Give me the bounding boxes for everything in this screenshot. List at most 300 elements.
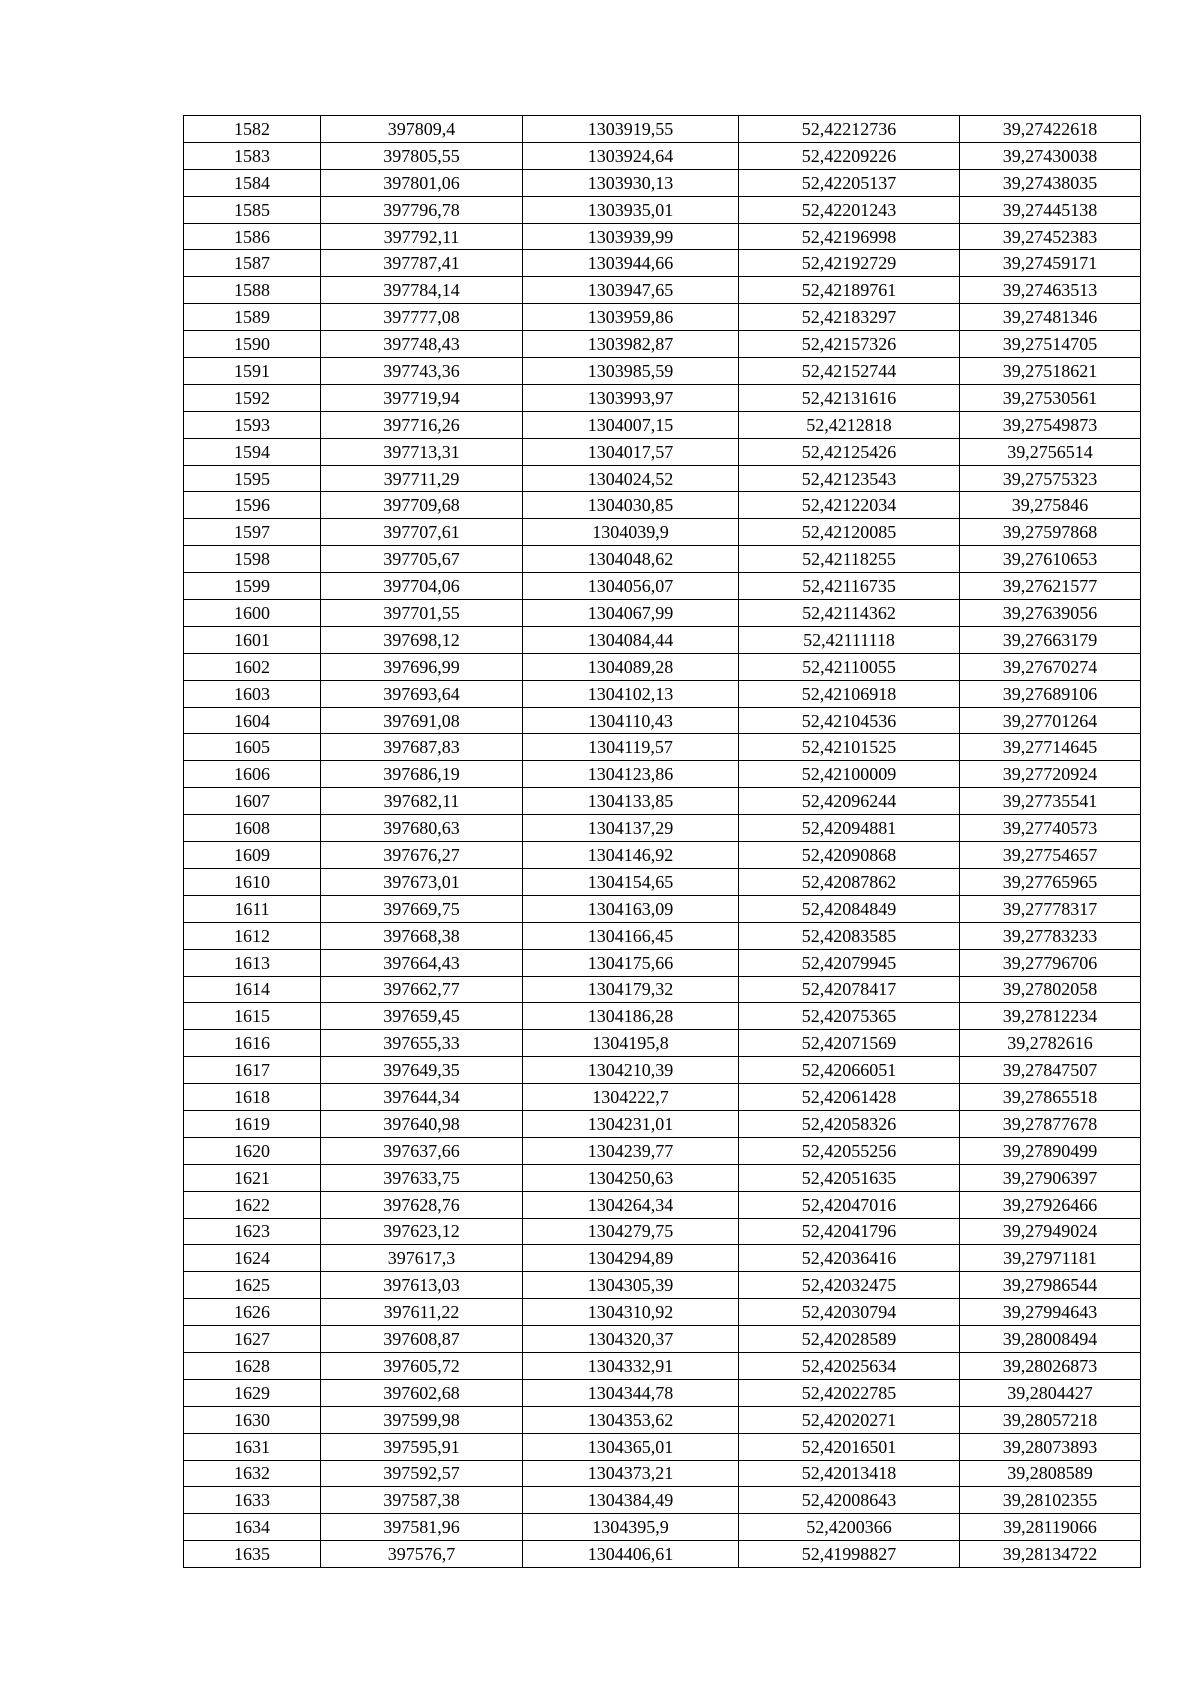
longitude-cell: 39,27812234 <box>960 1003 1141 1030</box>
y-coordinate-cell: 1304186,28 <box>523 1003 739 1030</box>
table-row <box>184 949 1141 976</box>
longitude-cell: 39,27621577 <box>960 573 1141 600</box>
table-row <box>184 546 1141 573</box>
table-row <box>184 1218 1141 1245</box>
table-row <box>184 1326 1141 1353</box>
x-coordinate-cell: 397719,94 <box>321 384 523 411</box>
point-number-cell: 1613 <box>184 949 321 976</box>
y-coordinate-cell: 1303930,13 <box>523 169 739 196</box>
latitude-cell: 52,42066051 <box>739 1057 960 1084</box>
longitude-cell: 39,27518621 <box>960 358 1141 385</box>
latitude-cell: 52,42110055 <box>739 653 960 680</box>
x-coordinate-cell: 397787,41 <box>321 250 523 277</box>
x-coordinate-cell: 397576,7 <box>321 1541 523 1568</box>
point-number-cell: 1583 <box>184 142 321 169</box>
x-coordinate-cell: 397655,33 <box>321 1030 523 1057</box>
y-coordinate-cell: 1303939,99 <box>523 223 739 250</box>
longitude-cell: 39,27994643 <box>960 1299 1141 1326</box>
longitude-cell: 39,28026873 <box>960 1352 1141 1379</box>
point-number-cell: 1627 <box>184 1326 321 1353</box>
x-coordinate-cell: 397698,12 <box>321 626 523 653</box>
y-coordinate-cell: 1304179,32 <box>523 976 739 1003</box>
y-coordinate-cell: 1304067,99 <box>523 600 739 627</box>
longitude-cell: 39,2782616 <box>960 1030 1141 1057</box>
x-coordinate-cell: 397682,11 <box>321 788 523 815</box>
table-row <box>184 600 1141 627</box>
x-coordinate-cell: 397662,77 <box>321 976 523 1003</box>
x-coordinate-cell: 397668,38 <box>321 922 523 949</box>
x-coordinate-cell: 397713,31 <box>321 438 523 465</box>
y-coordinate-cell: 1304365,01 <box>523 1433 739 1460</box>
x-coordinate-cell: 397649,35 <box>321 1057 523 1084</box>
table-row <box>184 358 1141 385</box>
longitude-cell: 39,27639056 <box>960 600 1141 627</box>
longitude-cell: 39,28134722 <box>960 1541 1141 1568</box>
latitude-cell: 52,41998827 <box>739 1541 960 1568</box>
y-coordinate-cell: 1304320,37 <box>523 1326 739 1353</box>
coordinates-table <box>183 115 1141 1568</box>
table-row <box>184 653 1141 680</box>
y-coordinate-cell: 1304056,07 <box>523 573 739 600</box>
y-coordinate-cell: 1303935,01 <box>523 196 739 223</box>
table-row <box>184 1110 1141 1137</box>
y-coordinate-cell: 1304024,52 <box>523 465 739 492</box>
y-coordinate-cell: 1304279,75 <box>523 1218 739 1245</box>
x-coordinate-cell: 397693,64 <box>321 680 523 707</box>
x-coordinate-cell: 397704,06 <box>321 573 523 600</box>
latitude-cell: 52,42096244 <box>739 788 960 815</box>
y-coordinate-cell: 1304239,77 <box>523 1137 739 1164</box>
latitude-cell: 52,42084849 <box>739 895 960 922</box>
table-row <box>184 169 1141 196</box>
x-coordinate-cell: 397691,08 <box>321 707 523 734</box>
x-coordinate-cell: 397602,68 <box>321 1379 523 1406</box>
longitude-cell: 39,27514705 <box>960 331 1141 358</box>
latitude-cell: 52,42020271 <box>739 1406 960 1433</box>
x-coordinate-cell: 397617,3 <box>321 1245 523 1272</box>
table-row <box>184 895 1141 922</box>
latitude-cell: 52,42008643 <box>739 1487 960 1514</box>
table-row <box>184 707 1141 734</box>
latitude-cell: 52,42090868 <box>739 842 960 869</box>
point-number-cell: 1595 <box>184 465 321 492</box>
latitude-cell: 52,42212736 <box>739 116 960 143</box>
point-number-cell: 1593 <box>184 411 321 438</box>
table-row <box>184 1541 1141 1568</box>
point-number-cell: 1610 <box>184 868 321 895</box>
y-coordinate-cell: 1304353,62 <box>523 1406 739 1433</box>
latitude-cell: 52,42104536 <box>739 707 960 734</box>
y-coordinate-cell: 1303985,59 <box>523 358 739 385</box>
longitude-cell: 39,27949024 <box>960 1218 1141 1245</box>
y-coordinate-cell: 1304154,65 <box>523 868 739 895</box>
point-number-cell: 1582 <box>184 116 321 143</box>
x-coordinate-cell: 397587,38 <box>321 1487 523 1514</box>
point-number-cell: 1602 <box>184 653 321 680</box>
table-row <box>184 492 1141 519</box>
table-row <box>184 223 1141 250</box>
point-number-cell: 1631 <box>184 1433 321 1460</box>
y-coordinate-cell: 1303982,87 <box>523 331 739 358</box>
latitude-cell: 52,42047016 <box>739 1191 960 1218</box>
longitude-cell: 39,275846 <box>960 492 1141 519</box>
latitude-cell: 52,4200366 <box>739 1514 960 1541</box>
y-coordinate-cell: 1304406,61 <box>523 1541 739 1568</box>
y-coordinate-cell: 1304089,28 <box>523 653 739 680</box>
point-number-cell: 1587 <box>184 250 321 277</box>
latitude-cell: 52,42016501 <box>739 1433 960 1460</box>
y-coordinate-cell: 1304017,57 <box>523 438 739 465</box>
x-coordinate-cell: 397644,34 <box>321 1084 523 1111</box>
latitude-cell: 52,42013418 <box>739 1460 960 1487</box>
longitude-cell: 39,27754657 <box>960 842 1141 869</box>
point-number-cell: 1604 <box>184 707 321 734</box>
longitude-cell: 39,27452383 <box>960 223 1141 250</box>
point-number-cell: 1616 <box>184 1030 321 1057</box>
x-coordinate-cell: 397687,83 <box>321 734 523 761</box>
latitude-cell: 52,42111118 <box>739 626 960 653</box>
longitude-cell: 39,28057218 <box>960 1406 1141 1433</box>
longitude-cell: 39,27438035 <box>960 169 1141 196</box>
y-coordinate-cell: 1304146,92 <box>523 842 739 869</box>
longitude-cell: 39,27481346 <box>960 304 1141 331</box>
longitude-cell: 39,28073893 <box>960 1433 1141 1460</box>
x-coordinate-cell: 397748,43 <box>321 331 523 358</box>
y-coordinate-cell: 1304264,34 <box>523 1191 739 1218</box>
y-coordinate-cell: 1303959,86 <box>523 304 739 331</box>
point-number-cell: 1622 <box>184 1191 321 1218</box>
latitude-cell: 52,42120085 <box>739 519 960 546</box>
longitude-cell: 39,2804427 <box>960 1379 1141 1406</box>
longitude-cell: 39,27926466 <box>960 1191 1141 1218</box>
x-coordinate-cell: 397664,43 <box>321 949 523 976</box>
latitude-cell: 52,42205137 <box>739 169 960 196</box>
x-coordinate-cell: 397613,03 <box>321 1272 523 1299</box>
table-row <box>184 1164 1141 1191</box>
x-coordinate-cell: 397673,01 <box>321 868 523 895</box>
longitude-cell: 39,2756514 <box>960 438 1141 465</box>
y-coordinate-cell: 1304166,45 <box>523 922 739 949</box>
latitude-cell: 52,42116735 <box>739 573 960 600</box>
longitude-cell: 39,27971181 <box>960 1245 1141 1272</box>
y-coordinate-cell: 1304222,7 <box>523 1084 739 1111</box>
y-coordinate-cell: 1304195,8 <box>523 1030 739 1057</box>
latitude-cell: 52,42041796 <box>739 1218 960 1245</box>
x-coordinate-cell: 397801,06 <box>321 169 523 196</box>
table-row <box>184 734 1141 761</box>
x-coordinate-cell: 397605,72 <box>321 1352 523 1379</box>
table-row <box>184 1003 1141 1030</box>
x-coordinate-cell: 397595,91 <box>321 1433 523 1460</box>
point-number-cell: 1586 <box>184 223 321 250</box>
x-coordinate-cell: 397669,75 <box>321 895 523 922</box>
table-row <box>184 1352 1141 1379</box>
longitude-cell: 39,27549873 <box>960 411 1141 438</box>
point-number-cell: 1633 <box>184 1487 321 1514</box>
latitude-cell: 52,42083585 <box>739 922 960 949</box>
point-number-cell: 1626 <box>184 1299 321 1326</box>
table-row <box>184 196 1141 223</box>
y-coordinate-cell: 1304175,66 <box>523 949 739 976</box>
y-coordinate-cell: 1304163,09 <box>523 895 739 922</box>
latitude-cell: 52,42183297 <box>739 304 960 331</box>
x-coordinate-cell: 397709,68 <box>321 492 523 519</box>
x-coordinate-cell: 397701,55 <box>321 600 523 627</box>
table-row <box>184 250 1141 277</box>
latitude-cell: 52,42058326 <box>739 1110 960 1137</box>
point-number-cell: 1596 <box>184 492 321 519</box>
x-coordinate-cell: 397581,96 <box>321 1514 523 1541</box>
table-row <box>184 1057 1141 1084</box>
y-coordinate-cell: 1304310,92 <box>523 1299 739 1326</box>
point-number-cell: 1592 <box>184 384 321 411</box>
table-row <box>184 1245 1141 1272</box>
y-coordinate-cell: 1304048,62 <box>523 546 739 573</box>
point-number-cell: 1585 <box>184 196 321 223</box>
x-coordinate-cell: 397628,76 <box>321 1191 523 1218</box>
point-number-cell: 1632 <box>184 1460 321 1487</box>
x-coordinate-cell: 397592,57 <box>321 1460 523 1487</box>
table-row <box>184 116 1141 143</box>
longitude-cell: 39,28102355 <box>960 1487 1141 1514</box>
table-row <box>184 1272 1141 1299</box>
y-coordinate-cell: 1303944,66 <box>523 250 739 277</box>
longitude-cell: 39,27463513 <box>960 277 1141 304</box>
longitude-cell: 39,27430038 <box>960 142 1141 169</box>
table-row <box>184 384 1141 411</box>
x-coordinate-cell: 397686,19 <box>321 761 523 788</box>
point-number-cell: 1624 <box>184 1245 321 1272</box>
latitude-cell: 52,42051635 <box>739 1164 960 1191</box>
table-row <box>184 411 1141 438</box>
longitude-cell: 39,27670274 <box>960 653 1141 680</box>
table-row <box>184 331 1141 358</box>
y-coordinate-cell: 1304102,13 <box>523 680 739 707</box>
y-coordinate-cell: 1304110,43 <box>523 707 739 734</box>
table-row <box>184 1460 1141 1487</box>
x-coordinate-cell: 397805,55 <box>321 142 523 169</box>
longitude-cell: 39,27906397 <box>960 1164 1141 1191</box>
longitude-cell: 39,2808589 <box>960 1460 1141 1487</box>
point-number-cell: 1628 <box>184 1352 321 1379</box>
point-number-cell: 1594 <box>184 438 321 465</box>
latitude-cell: 52,42114362 <box>739 600 960 627</box>
table-row <box>184 465 1141 492</box>
latitude-cell: 52,42030794 <box>739 1299 960 1326</box>
point-number-cell: 1609 <box>184 842 321 869</box>
latitude-cell: 52,42071569 <box>739 1030 960 1057</box>
point-number-cell: 1621 <box>184 1164 321 1191</box>
point-number-cell: 1634 <box>184 1514 321 1541</box>
y-coordinate-cell: 1304119,57 <box>523 734 739 761</box>
point-number-cell: 1603 <box>184 680 321 707</box>
longitude-cell: 39,27865518 <box>960 1084 1141 1111</box>
table-row <box>184 277 1141 304</box>
y-coordinate-cell: 1304332,91 <box>523 1352 739 1379</box>
latitude-cell: 52,42196998 <box>739 223 960 250</box>
point-number-cell: 1588 <box>184 277 321 304</box>
y-coordinate-cell: 1304137,29 <box>523 815 739 842</box>
table-row <box>184 788 1141 815</box>
table-row <box>184 626 1141 653</box>
longitude-cell: 39,27796706 <box>960 949 1141 976</box>
table-row <box>184 976 1141 1003</box>
latitude-cell: 52,42061428 <box>739 1084 960 1111</box>
table-row <box>184 304 1141 331</box>
table-row <box>184 1487 1141 1514</box>
y-coordinate-cell: 1304305,39 <box>523 1272 739 1299</box>
latitude-cell: 52,42209226 <box>739 142 960 169</box>
table-row <box>184 1191 1141 1218</box>
latitude-cell: 52,42022785 <box>739 1379 960 1406</box>
longitude-cell: 39,27802058 <box>960 976 1141 1003</box>
x-coordinate-cell: 397659,45 <box>321 1003 523 1030</box>
longitude-cell: 39,27847507 <box>960 1057 1141 1084</box>
longitude-cell: 39,28008494 <box>960 1326 1141 1353</box>
latitude-cell: 52,42125426 <box>739 438 960 465</box>
table-row <box>184 842 1141 869</box>
table-row <box>184 1433 1141 1460</box>
x-coordinate-cell: 397784,14 <box>321 277 523 304</box>
latitude-cell: 52,42028589 <box>739 1326 960 1353</box>
latitude-cell: 52,42101525 <box>739 734 960 761</box>
longitude-cell: 39,27597868 <box>960 519 1141 546</box>
point-number-cell: 1590 <box>184 331 321 358</box>
x-coordinate-cell: 397611,22 <box>321 1299 523 1326</box>
point-number-cell: 1600 <box>184 600 321 627</box>
latitude-cell: 52,4212818 <box>739 411 960 438</box>
x-coordinate-cell: 397743,36 <box>321 358 523 385</box>
longitude-cell: 39,27575323 <box>960 465 1141 492</box>
point-number-cell: 1599 <box>184 573 321 600</box>
longitude-cell: 39,27610653 <box>960 546 1141 573</box>
table-row <box>184 761 1141 788</box>
longitude-cell: 39,27714645 <box>960 734 1141 761</box>
y-coordinate-cell: 1304123,86 <box>523 761 739 788</box>
table-row <box>184 1137 1141 1164</box>
latitude-cell: 52,42078417 <box>739 976 960 1003</box>
y-coordinate-cell: 1304384,49 <box>523 1487 739 1514</box>
latitude-cell: 52,42094881 <box>739 815 960 842</box>
y-coordinate-cell: 1304084,44 <box>523 626 739 653</box>
longitude-cell: 39,27720924 <box>960 761 1141 788</box>
x-coordinate-cell: 397809,4 <box>321 116 523 143</box>
table-row <box>184 1379 1141 1406</box>
y-coordinate-cell: 1304231,01 <box>523 1110 739 1137</box>
y-coordinate-cell: 1303924,64 <box>523 142 739 169</box>
point-number-cell: 1617 <box>184 1057 321 1084</box>
point-number-cell: 1605 <box>184 734 321 761</box>
table-row <box>184 142 1141 169</box>
x-coordinate-cell: 397676,27 <box>321 842 523 869</box>
y-coordinate-cell: 1304395,9 <box>523 1514 739 1541</box>
y-coordinate-cell: 1304030,85 <box>523 492 739 519</box>
point-number-cell: 1629 <box>184 1379 321 1406</box>
longitude-cell: 39,27530561 <box>960 384 1141 411</box>
latitude-cell: 52,42036416 <box>739 1245 960 1272</box>
table-row <box>184 1514 1141 1541</box>
point-number-cell: 1618 <box>184 1084 321 1111</box>
longitude-cell: 39,27445138 <box>960 196 1141 223</box>
x-coordinate-cell: 397796,78 <box>321 196 523 223</box>
point-number-cell: 1615 <box>184 1003 321 1030</box>
x-coordinate-cell: 397640,98 <box>321 1110 523 1137</box>
point-number-cell: 1620 <box>184 1137 321 1164</box>
y-coordinate-cell: 1303947,65 <box>523 277 739 304</box>
point-number-cell: 1591 <box>184 358 321 385</box>
table-row <box>184 1030 1141 1057</box>
point-number-cell: 1623 <box>184 1218 321 1245</box>
latitude-cell: 52,42118255 <box>739 546 960 573</box>
longitude-cell: 39,27877678 <box>960 1110 1141 1137</box>
point-number-cell: 1619 <box>184 1110 321 1137</box>
x-coordinate-cell: 397608,87 <box>321 1326 523 1353</box>
x-coordinate-cell: 397599,98 <box>321 1406 523 1433</box>
longitude-cell: 39,27701264 <box>960 707 1141 734</box>
longitude-cell: 39,27986544 <box>960 1272 1141 1299</box>
point-number-cell: 1630 <box>184 1406 321 1433</box>
table-row <box>184 815 1141 842</box>
point-number-cell: 1584 <box>184 169 321 196</box>
x-coordinate-cell: 397716,26 <box>321 411 523 438</box>
point-number-cell: 1612 <box>184 922 321 949</box>
point-number-cell: 1589 <box>184 304 321 331</box>
y-coordinate-cell: 1304344,78 <box>523 1379 739 1406</box>
longitude-cell: 39,27422618 <box>960 116 1141 143</box>
table-row <box>184 1084 1141 1111</box>
longitude-cell: 39,28119066 <box>960 1514 1141 1541</box>
x-coordinate-cell: 397633,75 <box>321 1164 523 1191</box>
x-coordinate-cell: 397696,99 <box>321 653 523 680</box>
coordinates-table-body <box>184 116 1141 1568</box>
y-coordinate-cell: 1304373,21 <box>523 1460 739 1487</box>
x-coordinate-cell: 397777,08 <box>321 304 523 331</box>
latitude-cell: 52,42087862 <box>739 868 960 895</box>
latitude-cell: 52,42192729 <box>739 250 960 277</box>
latitude-cell: 52,42157326 <box>739 331 960 358</box>
latitude-cell: 52,42201243 <box>739 196 960 223</box>
latitude-cell: 52,42032475 <box>739 1272 960 1299</box>
longitude-cell: 39,27459171 <box>960 250 1141 277</box>
table-row <box>184 680 1141 707</box>
x-coordinate-cell: 397623,12 <box>321 1218 523 1245</box>
x-coordinate-cell: 397711,29 <box>321 465 523 492</box>
longitude-cell: 39,27735541 <box>960 788 1141 815</box>
longitude-cell: 39,27783233 <box>960 922 1141 949</box>
latitude-cell: 52,42131616 <box>739 384 960 411</box>
y-coordinate-cell: 1303993,97 <box>523 384 739 411</box>
x-coordinate-cell: 397705,67 <box>321 546 523 573</box>
table-row <box>184 573 1141 600</box>
y-coordinate-cell: 1304250,63 <box>523 1164 739 1191</box>
latitude-cell: 52,42152744 <box>739 358 960 385</box>
table-row <box>184 1299 1141 1326</box>
y-coordinate-cell: 1304039,9 <box>523 519 739 546</box>
point-number-cell: 1608 <box>184 815 321 842</box>
table-row <box>184 868 1141 895</box>
point-number-cell: 1597 <box>184 519 321 546</box>
longitude-cell: 39,27890499 <box>960 1137 1141 1164</box>
latitude-cell: 52,42189761 <box>739 277 960 304</box>
longitude-cell: 39,27663179 <box>960 626 1141 653</box>
longitude-cell: 39,27778317 <box>960 895 1141 922</box>
table-row <box>184 1406 1141 1433</box>
x-coordinate-cell: 397637,66 <box>321 1137 523 1164</box>
x-coordinate-cell: 397707,61 <box>321 519 523 546</box>
y-coordinate-cell: 1304294,89 <box>523 1245 739 1272</box>
point-number-cell: 1611 <box>184 895 321 922</box>
point-number-cell: 1607 <box>184 788 321 815</box>
